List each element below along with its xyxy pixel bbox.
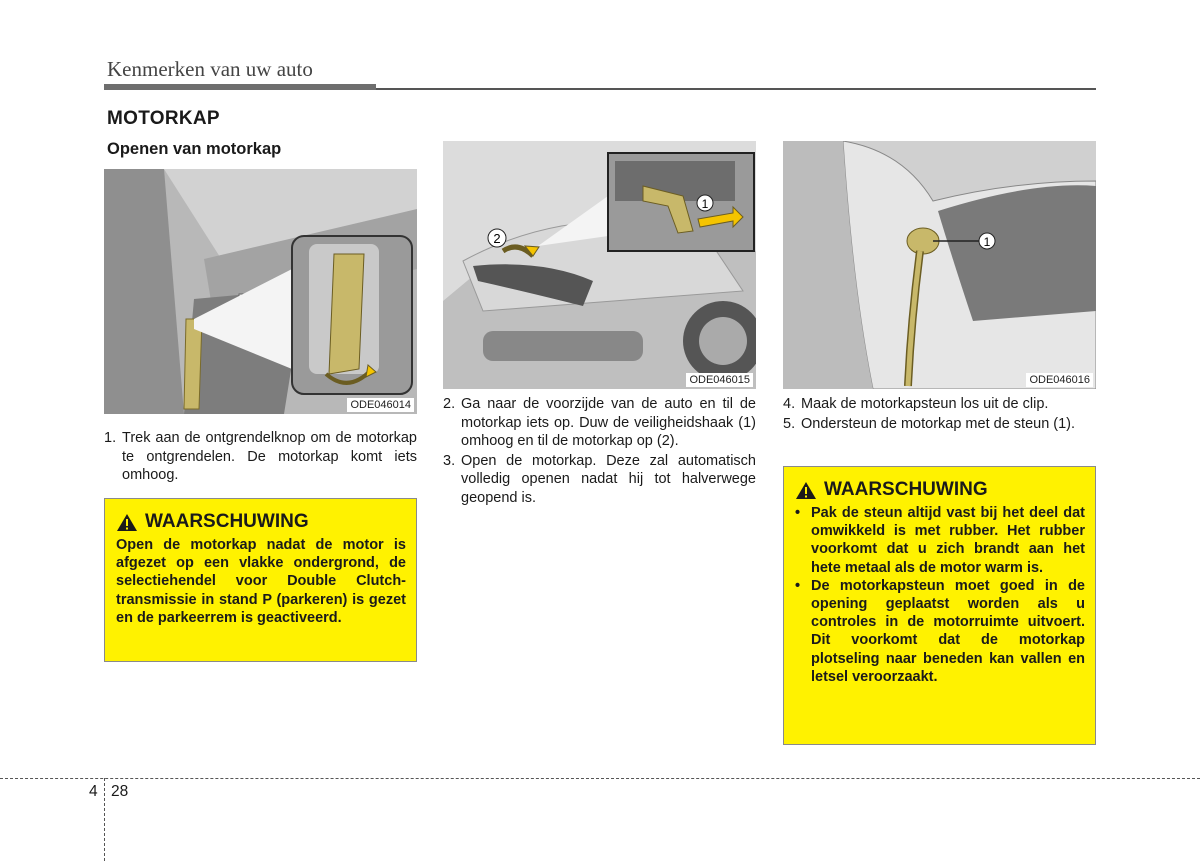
warning-box <box>104 498 417 662</box>
step-item: 4. Maak de motorkapsteun los uit de clip. <box>783 396 1049 412</box>
steps-column-3 <box>783 395 1096 434</box>
hood-support-illustration <box>783 141 1096 389</box>
warning-triangle-icon <box>116 513 138 532</box>
warning-list-item: • De motorkapsteun moet goed in de opening geplaatst worden als u controles in de motorruimte uitvoert. Dit voorkomt dat de motorkap plotseling naar beneden kan vallen en letsel veroorzaakt. <box>795 577 1085 685</box>
footer-rule-vertical <box>104 778 105 861</box>
steps-column-1 <box>104 429 417 486</box>
figure-hood-front <box>443 141 756 389</box>
page-number: 28 <box>111 783 129 800</box>
chapter-number: 4 <box>89 783 98 800</box>
sub-title: Openen van motorkap <box>107 140 282 158</box>
warning-title: WAARSCHUWING <box>145 511 309 532</box>
hood-front-illustration <box>443 141 756 389</box>
warning-triangle-icon <box>795 481 817 500</box>
header-rule <box>104 84 376 90</box>
warning-heading <box>116 511 406 533</box>
figure-release-lever <box>104 169 417 414</box>
header-title: Kenmerken van uw auto <box>107 57 313 81</box>
warning-heading <box>795 479 1085 501</box>
step-item: 5. Ondersteun de motorkap met de steun (1). <box>783 415 1076 432</box>
figure-code: ODE046014 <box>347 398 414 412</box>
warning-title: WAARSCHUWING <box>824 479 988 500</box>
warning-list <box>795 504 1085 686</box>
figure-code: ODE046015 <box>686 373 753 387</box>
section-title: MOTORKAP <box>107 108 220 129</box>
callout-2: 2 <box>493 231 501 246</box>
figure-hood-support <box>783 141 1096 389</box>
footer-rule <box>0 778 1200 779</box>
step-item: 1. Trek aan de ontgrendelknop om de motorkap te ontgrendelen. De motorkap komt iets omhoog. <box>104 430 417 483</box>
step-item: 3. Open de motorkap. Deze zal automatisch volledig openen nadat hij tot halverwege geopend is. <box>443 452 756 506</box>
release-lever-illustration <box>104 169 417 414</box>
warning-text: Open de motorkap nadat de motor is afgezet op een vlakke ondergrond, de selectiehendel voor Double Clutch-transmissie in stand P (parkeren) is gezet en de parkeerrem is geactiveerd. <box>116 537 406 626</box>
step-item: 2. Ga naar de voorzijde van de auto en til de motorkap iets op. Duw de veiligheidshaak (1) omhoog en til de motorkap op (2). <box>443 396 756 449</box>
callout-1: 1 <box>983 235 991 249</box>
warning-box-support <box>783 466 1096 745</box>
steps-column-2 <box>443 395 756 508</box>
callout-1: 1 <box>701 197 709 211</box>
header-rule-thin <box>376 88 1096 90</box>
figure-code: ODE046016 <box>1026 373 1093 387</box>
warning-list-item: • Pak de steun altijd vast bij het deel dat omwikkeld is met rubber. Het rubber voorkomt dat u zich brandt aan het hete metaal als de motor warm is. <box>795 505 1085 576</box>
